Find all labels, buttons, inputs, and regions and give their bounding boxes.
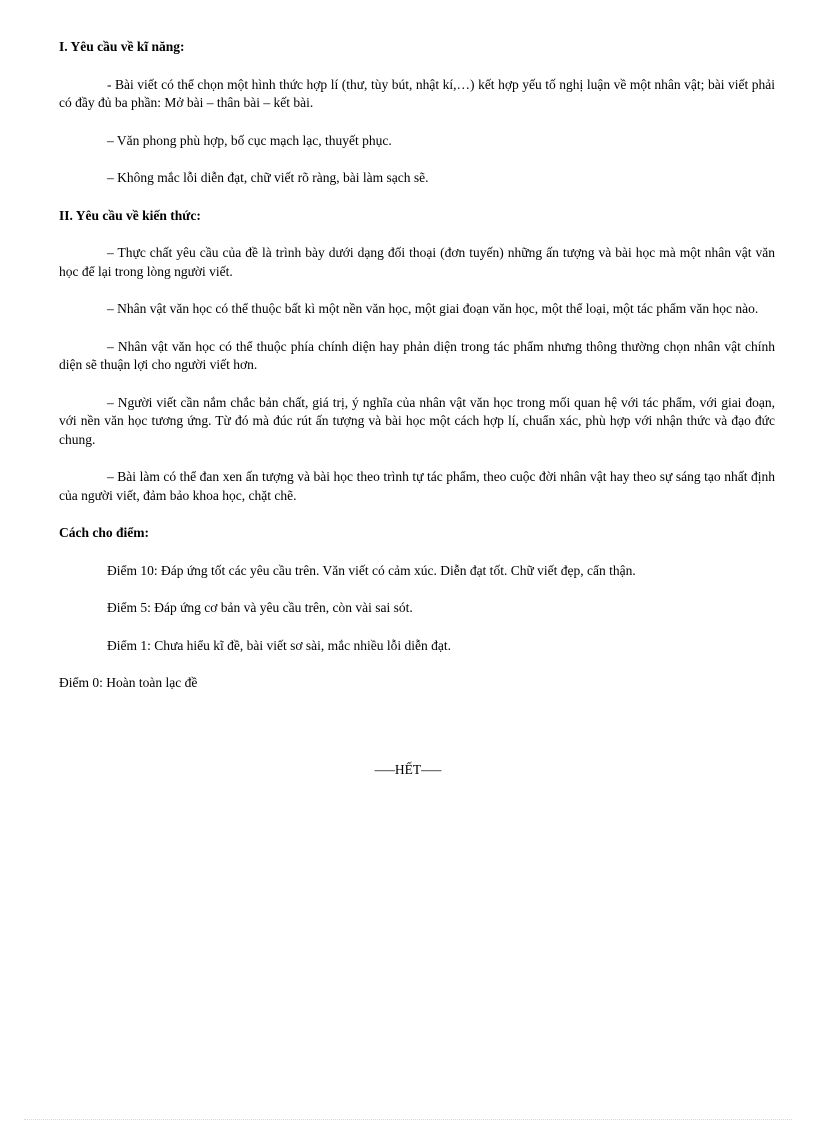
section-heading-scoring: Cách cho điểm: [59,525,149,540]
score-item-1: Điểm 1: Chưa hiểu kĩ đề, bài viết sơ sài, mắc nhiều lỗi diễn đạt. [107,637,452,653]
document-page [59,38,775,712]
skills-paragraph-form: - Bài viết có thể chọn một hình thức hợp lí (thư, tùy bút, nhật kí,…) kết hợp yếu tố nghị luận về một nhân vật; bài viết phải có đầy đủ ba phần: Mở bài – thân bài – kết bài. [59,76,775,110]
knowledge-paragraph-understanding: – Người viết cần nắm chắc bản chất, giá trị, ý nghĩa của nhân vật văn học trong mối quan hệ với tác phẩm, với giai đoạn, với nền văn học tương ứng. Từ đó mà đúc rút ấn tượng và bài học một cách hợp lí, chuẩn xác, phù hợp với nhận thức và đạo đức chung. [59,394,775,447]
score-item-10: Điểm 10: Đáp ứng tốt các yêu cầu trên. Văn viết có cảm xúc. Diễn đạt tốt. Chữ viết đẹp, cẩn thận. [107,562,636,578]
knowledge-paragraph-essence: – Thực chất yêu cầu của đề là trình bày dưới dạng đối thoại (đơn tuyến) những ấn tượng và bài học mà một nhân vật văn học để lại trong lòng người viết. [59,245,775,279]
end-mark: —–HẾT—– [374,762,442,777]
knowledge-paragraph-scope: – Nhân vật văn học có thể thuộc bất kì một nền văn học, một giai đoạn văn học, một thể loại, một tác phẩm văn học nào. [107,301,759,316]
page-bottom-divider [24,1119,792,1120]
score-item-5: Điểm 5: Đáp ứng cơ bản và yêu cầu trên, còn vài sai sót. [107,600,413,615]
knowledge-paragraph-structure: – Bài làm có thể đan xen ấn tượng và bài học theo trình tự tác phẩm, theo cuộc đời nhân vật hay theo sự sáng tạo nhất định của người viết, đảm bảo khoa học, chặt chẽ. [59,469,775,503]
skills-paragraph-errors: – Không mắc lỗi diễn đạt, chữ viết rõ ràng, bài làm sạch sẽ. [107,170,429,185]
score-item-0: Điểm 0: Hoàn toàn lạc đề [59,675,198,690]
knowledge-paragraph-character-side: – Nhân vật văn học có thể thuộc phía chính diện hay phản diện trong tác phẩm nhưng thông thường chọn nhân vật chính diện sẽ thuận lợi cho người viết hơn. [59,338,775,372]
section-heading-knowledge: II. Yêu cầu về kiến thức: [59,207,201,223]
section-heading-skills: I. Yêu cầu về kĩ năng: [59,39,185,54]
skills-paragraph-style: – Văn phong phù hợp, bố cục mạch lạc, thuyết phục. [107,132,392,148]
